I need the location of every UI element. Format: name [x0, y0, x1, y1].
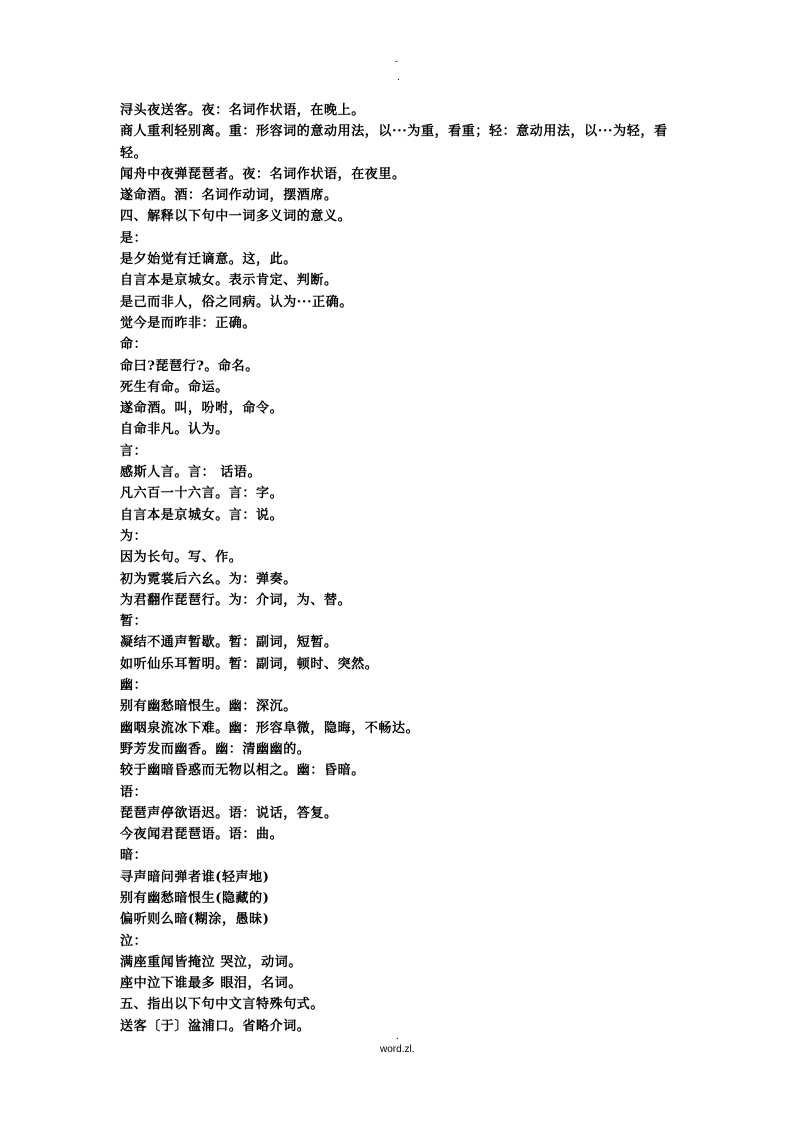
- term-heading: 泣：: [120, 933, 148, 949]
- text-line: 别有幽愁暗恨生。幽：深沉。: [120, 699, 297, 715]
- text-line: 别有幽愁暗恨生(隐藏的): [120, 890, 270, 906]
- text-line: 野芳发而幽香。幽：清幽幽的。: [120, 741, 311, 757]
- text-line: 今夜闻君琵琶语。语：曲。: [120, 827, 284, 843]
- document-body: [120, 100, 680, 1037]
- text-line: 自命非凡。认为。: [120, 422, 229, 438]
- text-line: 凝结不通声暂歇。暂：副词，短暂。: [120, 635, 338, 651]
- text-line: 幽咽泉流冰下难。幽：形容阜微，隐晦，不畅达。: [120, 720, 420, 736]
- text-line: 为君翻作琵琶行。为：介词，为、替。: [120, 592, 352, 608]
- page-footer: word.zl.: [380, 1044, 415, 1055]
- term-heading: 是：: [120, 230, 148, 246]
- text-line: 感斯人言。言： 话语。: [120, 465, 262, 481]
- text-line: 遂命酒。酒：名词作动词，摆酒席。: [120, 188, 338, 204]
- text-line: 因为长句。写、作。: [120, 550, 243, 566]
- text-line: 死生有命。命运。: [120, 379, 229, 395]
- section-heading: 五、指出以下句中文言特殊句式。: [120, 997, 325, 1013]
- page-header-dot: .: [397, 73, 400, 83]
- text-line: 命曰?琵琶行?。命名。: [120, 358, 259, 374]
- text-line: 偏听则么暗(糊涂，愚昧): [120, 912, 270, 928]
- text-line: 凡六百一十六言。言：字。: [120, 486, 284, 502]
- text-line: 琵琶声停欲语迟。语：说话，答复。: [120, 805, 338, 821]
- text-line: 是己而非人，俗之同病。认为···正确。: [120, 294, 353, 310]
- term-heading: 命：: [120, 337, 148, 353]
- page-footer-dot: .: [396, 1032, 399, 1042]
- text-line: 寻声暗问弹者谁(轻声地): [120, 869, 270, 885]
- text-line: 闻舟中夜弹琵琶者。夜：名词作状语，在夜里。: [120, 166, 406, 182]
- page-header-mark: -: [395, 57, 399, 67]
- text-line: 初为霓裳后六幺。为：弹奏。: [120, 571, 297, 587]
- text-line: 较于幽暗昏惑而无物以相之。幽：昏暗。: [120, 763, 365, 779]
- term-heading: 语：: [120, 784, 148, 800]
- text-line: 自言本是京城女。言：说。: [120, 507, 284, 523]
- text-line: 如听仙乐耳暂明。暂：副词，顿时、突然。: [120, 656, 379, 672]
- text-line: 满座重闻皆掩泣 哭泣，动词。: [120, 954, 302, 970]
- term-heading: 幽：: [120, 678, 148, 694]
- term-heading: 为：: [120, 528, 148, 544]
- text-line: 自言本是京城女。表示肯定、判断。: [120, 273, 338, 289]
- text-line: 是夕始觉有迁谪意。这，此。: [120, 252, 297, 268]
- term-heading: 暂：: [120, 614, 148, 630]
- text-line: 送客〔于〕湓浦口。省略介词。: [120, 1018, 311, 1034]
- text-line: 浔头夜送客。夜：名词作状语，在晚上。: [120, 103, 365, 118]
- text-line: 遂命酒。叫，吩咐，命令。: [120, 401, 284, 417]
- text-line: 商人重利轻别离。重：形容词的意动用法，以···为重，看重；轻：意动用法，以···为轻，看轻。: [120, 124, 668, 161]
- term-heading: 言：: [120, 443, 148, 459]
- text-line: 觉今是而昨非：正确。: [120, 315, 257, 331]
- term-heading: 暗：: [120, 848, 148, 864]
- text-line: 座中泣下谁最多 眼泪，名词。: [120, 976, 302, 992]
- section-heading: 四、解释以下句中一词多义词的意义。: [120, 209, 352, 225]
